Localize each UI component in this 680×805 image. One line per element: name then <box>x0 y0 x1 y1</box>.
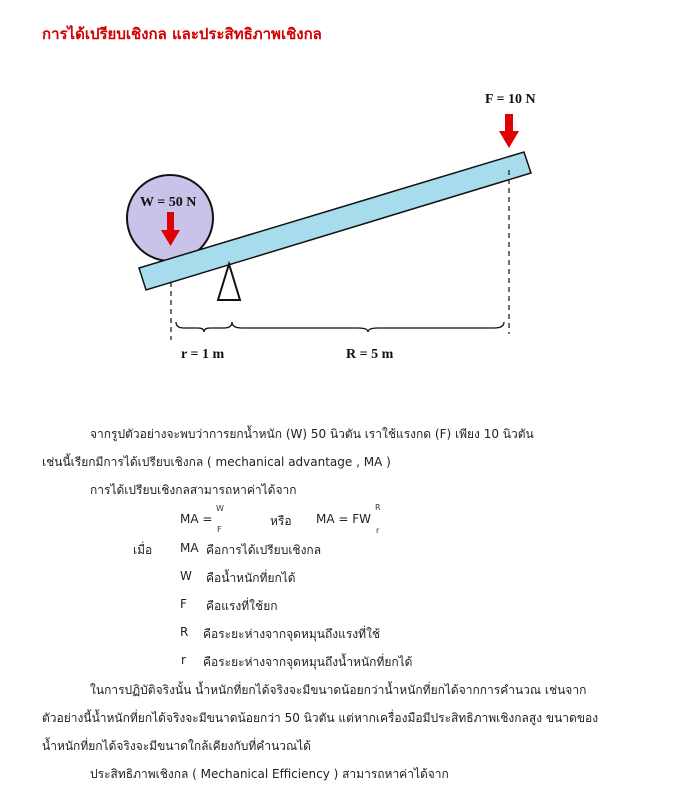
definition-meaning: คือระยะห่างจากจุดหมุนถึงน้ำหนักที่ยกได้ <box>203 655 413 669</box>
formula-or: หรือ <box>270 514 292 528</box>
formula-denominator-f: F <box>217 525 222 534</box>
formula-intro: การได้เปรียบเชิงกลสามารถหาค่าได้จาก <box>90 483 297 497</box>
lever-diagram <box>0 0 680 380</box>
force-label: F = 10 N <box>485 92 536 107</box>
formula-numerator-w: W <box>216 504 224 513</box>
where-label: เมื่อ <box>133 543 153 557</box>
definition-symbol: F <box>180 597 187 611</box>
definition-symbol: W <box>180 569 192 583</box>
definition-symbol: R <box>180 625 189 639</box>
fulcrum-triangle <box>218 264 240 300</box>
definition-symbol: MA <box>180 541 199 555</box>
page-title: การได้เปรียบเชิงกล และประสิทธิภาพเชิงกล <box>42 25 322 43</box>
paragraph2-line2: ตัวอย่างนี้น้ำหนักที่ยกได้จริงจะมีขนาดน้อยกว่า 50 นิวตัน แต่หากเครื่องมือมีประสิทธิภาพเชิงกลสูง ขนาดของ <box>42 711 599 725</box>
weight-label: W = 50 N <box>140 195 197 210</box>
R-label: R = 5 m <box>346 347 394 362</box>
paragraph1-line1: จากรูปตัวอย่างจะพบว่าการยกน้ำหนัก (W) 50 นิวตัน เราใช้แรงกด (F) เพียง 10 นิวตัน <box>90 427 534 441</box>
r-brace <box>176 322 232 332</box>
formula-ma-lhs: MA = <box>180 512 213 526</box>
definition-symbol: r <box>181 653 186 667</box>
formula-numerator-r-upper: R <box>375 503 381 512</box>
paragraph2-line1: ในการปฏิบัติจริงนั้น น้ำหนักที่ยกได้จริงจะมีขนาดน้อยกว่าน้ำหนักที่ยกได้จากการคำนวณ เช่นจาก <box>90 683 587 697</box>
formula-denominator-r-lower: r <box>376 526 380 535</box>
formula-ma-fw: MA = FW <box>316 512 372 526</box>
paragraph2-line3: น้ำหนักที่ยกได้จริงจะมีขนาดใกล้เคียงกับที่คำนวณได้ <box>42 739 311 753</box>
force-arrow-icon <box>499 114 519 148</box>
paragraph1-line2: เช่นนี้เรียกมีการได้เปรียบเชิงกล ( mechanical advantage , MA ) <box>42 455 391 469</box>
R-brace <box>232 322 504 332</box>
definition-meaning: คือการได้เปรียบเชิงกล <box>206 543 322 557</box>
efficiency-intro: ประสิทธิภาพเชิงกล ( Mechanical Efficiency ) สามารถหาค่าได้จาก <box>90 767 449 781</box>
definition-meaning: คือแรงที่ใช้ยก <box>206 599 278 613</box>
definition-meaning: คือน้ำหนักที่ยกได้ <box>206 571 296 585</box>
definition-meaning: คือระยะห่างจากจุดหมุนถึงแรงที่ใช้ <box>203 627 381 641</box>
r-label: r = 1 m <box>181 347 225 362</box>
